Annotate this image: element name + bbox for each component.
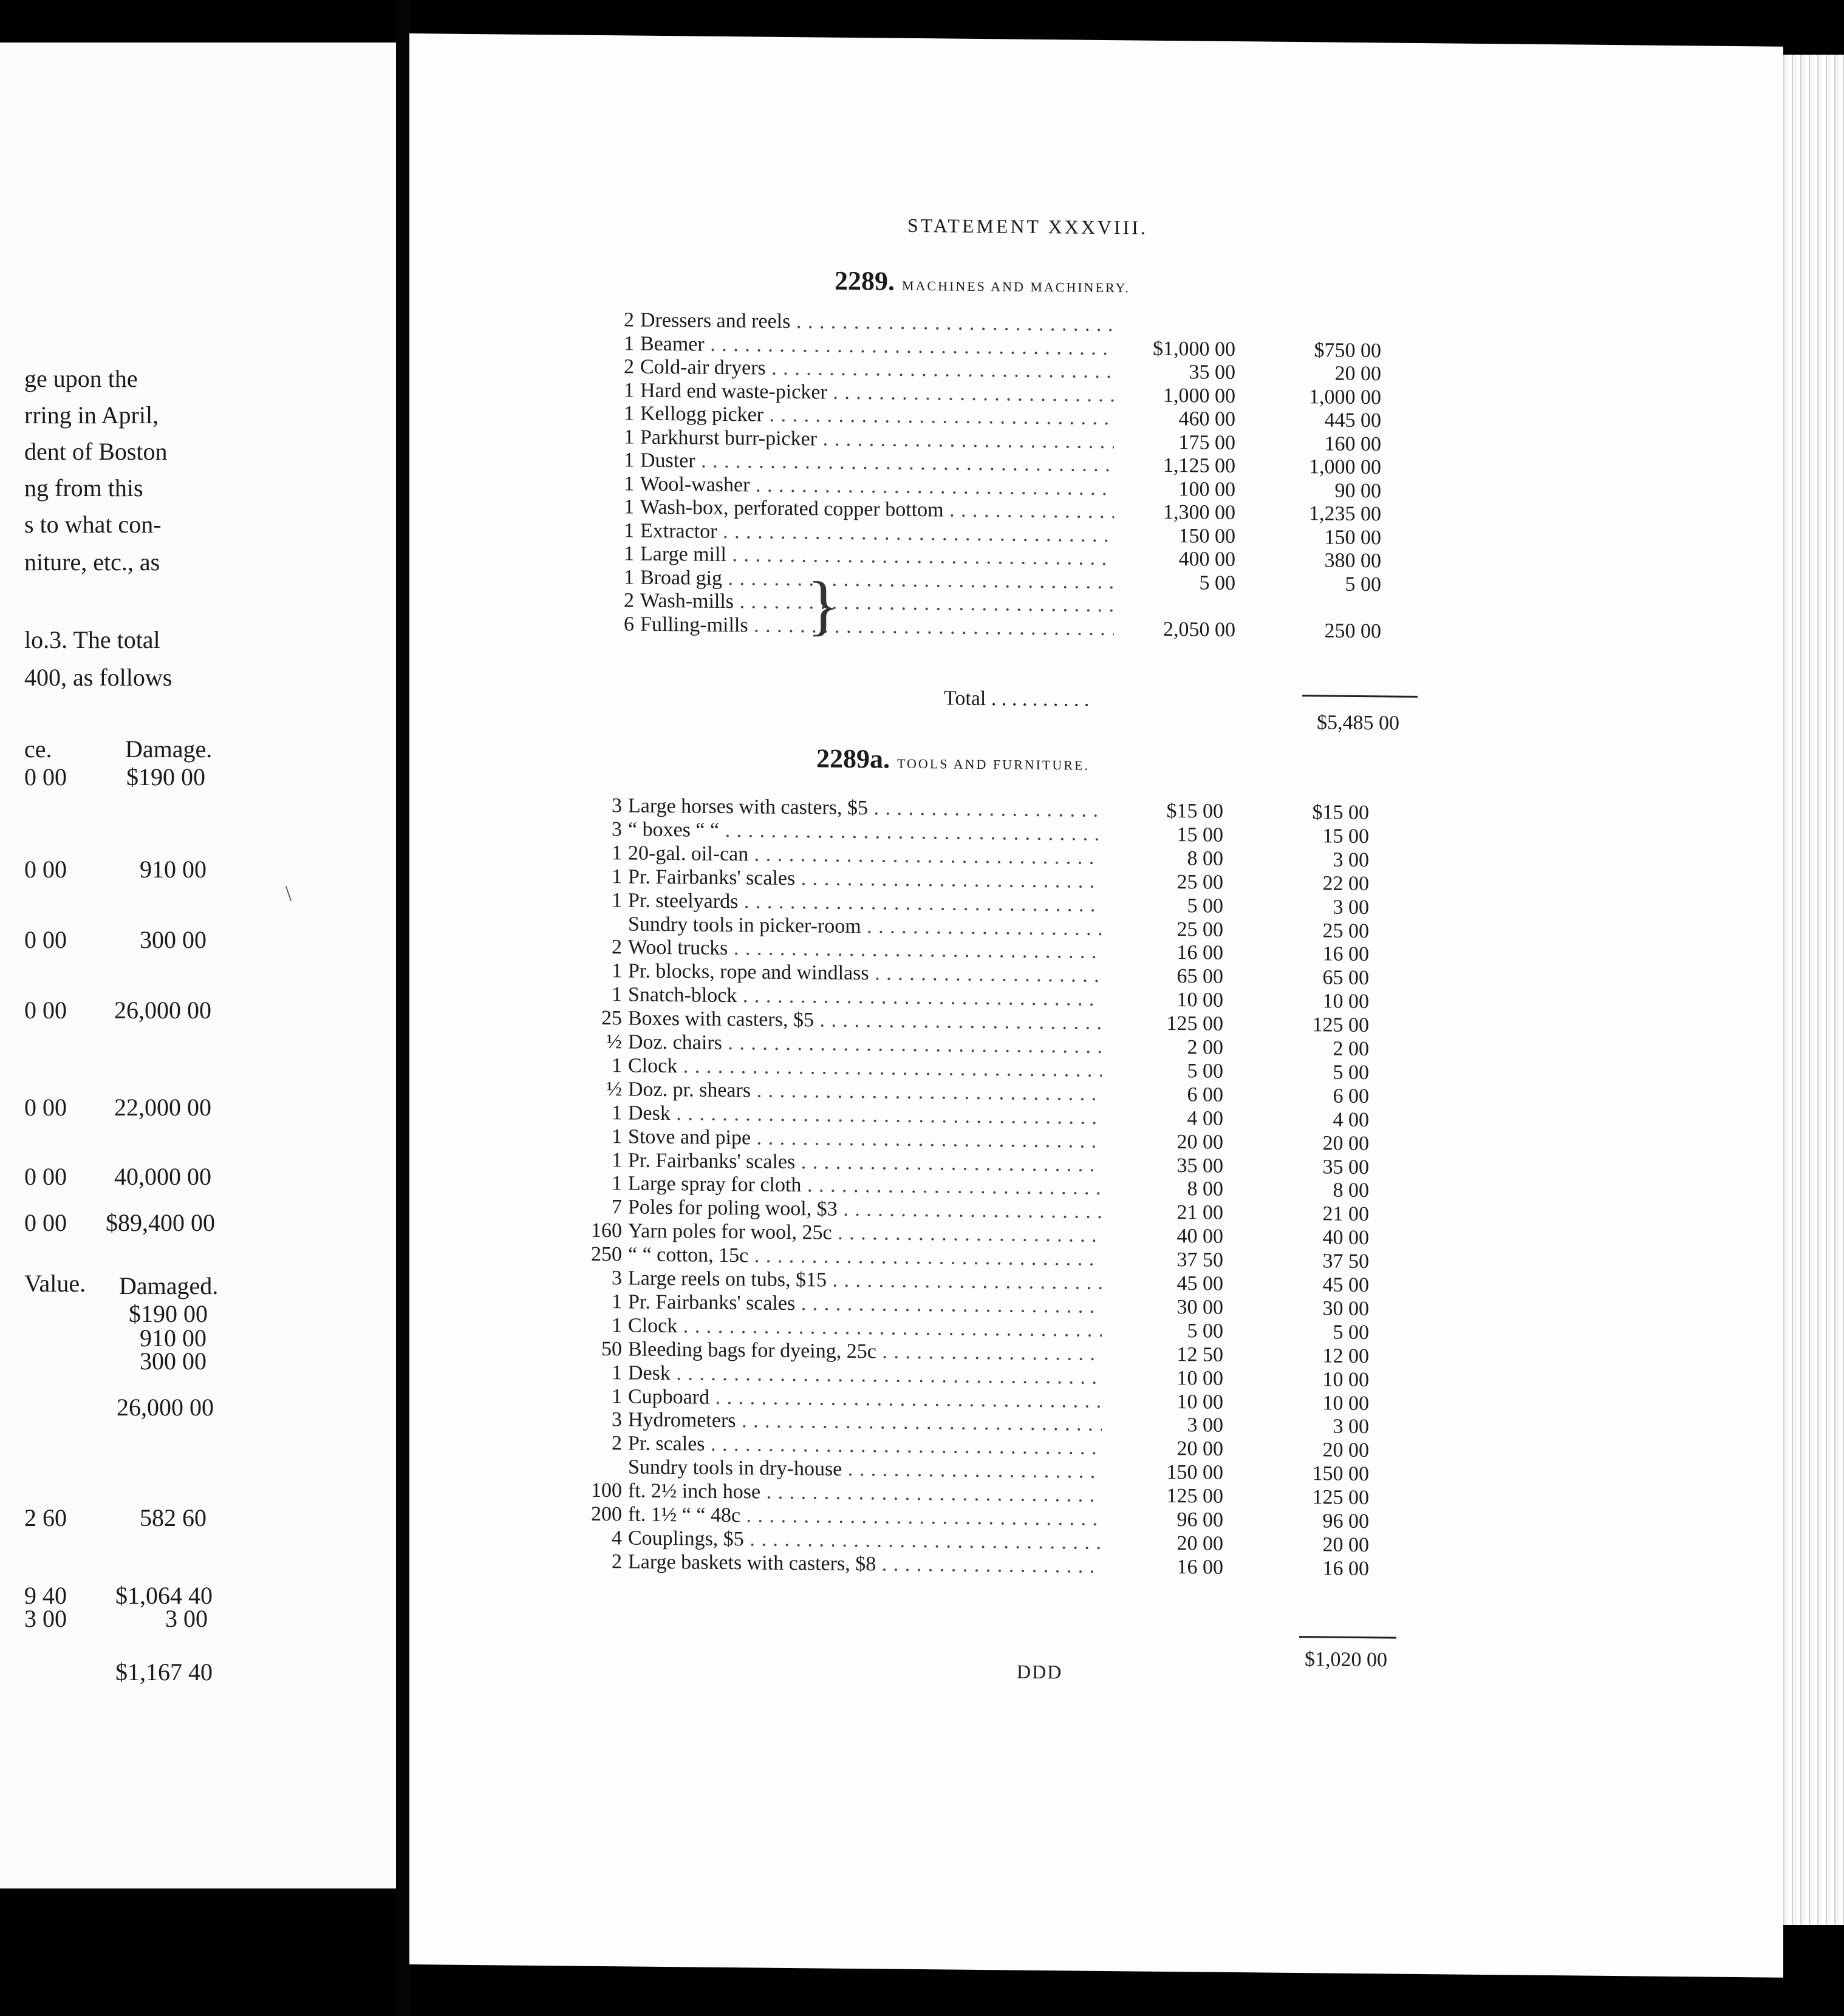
item-description: Boxes with casters, $5 . . . (628, 1007, 1102, 1035)
item-value: 12 50 (1176, 1343, 1223, 1366)
item-quantity: 1 (612, 983, 622, 1006)
total-rule (1302, 695, 1418, 698)
left-page-text: lo.3. The total (24, 626, 160, 653)
left-page-text: 582 60 (140, 1504, 207, 1531)
item-quantity: 1 (612, 1054, 622, 1077)
item-description: Pr. scales . . . (628, 1432, 1102, 1460)
item-quantity: 1 (612, 841, 622, 865)
item-damage: 15 00 (1322, 825, 1369, 848)
item-damage: 30 00 (1322, 1297, 1369, 1321)
section-2289a-title (816, 743, 1090, 776)
left-page-text: 9 40 (24, 1582, 67, 1609)
item-description: Fulling-mills . . . (640, 613, 1114, 640)
section-number: 2289a. (816, 743, 890, 774)
item-quantity: 2 (624, 308, 634, 332)
left-page-text: $89,400 00 (106, 1209, 215, 1236)
item-damage: 21 00 (1322, 1202, 1369, 1226)
left-page-text: 0 00 (24, 763, 67, 791)
item-value: 25 00 (1176, 918, 1223, 941)
item-description: “ “ cotton, 15c . . . (628, 1244, 1102, 1271)
item-quantity: 1 (612, 888, 622, 911)
running-header: STATEMENT XXXVIII. (907, 214, 1148, 239)
item-damage: 3 00 (1333, 1415, 1369, 1439)
item-quantity: 2 (624, 589, 634, 612)
item-value: 6 00 (1187, 1083, 1223, 1106)
item-value: 175 00 (1178, 431, 1235, 454)
item-description: Wash-box, perforated copper bottom . . . (640, 496, 1114, 523)
item-damage: 5 00 (1333, 1061, 1369, 1085)
left-page-text: 3 00 (165, 1605, 208, 1632)
total-rule (1299, 1636, 1396, 1639)
item-description: Large mill . . . (640, 543, 1114, 570)
item-description: Large spray for cloth . . . (628, 1173, 1102, 1200)
item-value: 100 00 (1178, 477, 1235, 501)
item-value: 2,050 00 (1163, 618, 1235, 641)
item-value: $15 00 (1166, 799, 1223, 823)
item-value: 65 00 (1176, 965, 1223, 989)
item-value: 125 00 (1166, 1012, 1223, 1035)
item-damage: 8 00 (1333, 1179, 1369, 1202)
left-page-text: 22,000 00 (114, 1094, 211, 1121)
item-description: Poles for poling wool, $3 . . . (628, 1196, 1102, 1224)
item-damage: 1,000 00 (1309, 385, 1381, 409)
item-quantity: 1 (624, 472, 634, 495)
item-value: 35 00 (1176, 1154, 1223, 1177)
item-damage: 6 00 (1333, 1085, 1369, 1108)
left-page-text: 300 00 (140, 1347, 207, 1375)
item-damage (1278, 315, 1381, 316)
item-quantity: 1 (624, 495, 634, 519)
item-quantity: 1 (612, 865, 622, 888)
item-damage: 20 00 (1322, 1439, 1369, 1462)
item-description: Beamer . . . (640, 332, 1114, 359)
left-page-text: 300 00 (140, 926, 207, 953)
left-page-text: rring in April, (24, 401, 159, 429)
item-quantity: 1 (624, 332, 634, 355)
item-quantity: 1 (624, 402, 634, 425)
item-value: 400 00 (1178, 548, 1235, 571)
item-quantity: 250 (591, 1242, 622, 1266)
item-value: 8 00 (1187, 847, 1223, 870)
item-damage: 150 00 (1324, 525, 1381, 549)
item-damage: 150 00 (1312, 1462, 1369, 1486)
left-page-text: $190 00 (129, 1300, 208, 1327)
item-damage: 96 00 (1322, 1510, 1369, 1533)
item-description: Large baskets with casters, $8 . . . (628, 1550, 1102, 1578)
item-value: 1,000 00 (1163, 384, 1235, 407)
item-description: Wash-mills . . . (640, 590, 1114, 617)
left-page-text: $1,167 40 (115, 1658, 213, 1686)
page-edges (1780, 55, 1844, 1925)
item-damage: 90 00 (1334, 479, 1381, 502)
item-value: 150 00 (1166, 1461, 1223, 1485)
item-value: 4 00 (1187, 1106, 1223, 1130)
stray-mark: \ (285, 881, 292, 905)
item-damage: 35 00 (1322, 1155, 1369, 1179)
item-damage: 45 00 (1322, 1273, 1369, 1297)
section-caption: MACHINES AND MACHINERY. (902, 278, 1131, 296)
section-number: 2289. (835, 265, 895, 296)
item-damage: 2 00 (1333, 1037, 1369, 1061)
left-page-text: Damaged. (119, 1272, 219, 1299)
item-quantity: 1 (612, 1313, 622, 1337)
item-description: Doz. pr. shears . . . (628, 1078, 1102, 1105)
item-value: 125 00 (1166, 1485, 1223, 1508)
item-description: Wool-washer . . . (640, 472, 1114, 500)
item-quantity: 1 (612, 1384, 622, 1408)
item-quantity (567, 912, 622, 913)
left-page-text: 400, as follows (24, 664, 172, 691)
item-quantity: 50 (601, 1337, 622, 1361)
item-description: Pr. blocks, rope and windlass . . . (628, 960, 1102, 987)
item-damage: 380 00 (1324, 549, 1381, 573)
item-damage: 20 00 (1322, 1132, 1369, 1155)
item-damage: 5 00 (1333, 1321, 1369, 1344)
item-value: 10 00 (1176, 1390, 1223, 1414)
left-page-text: ge upon the (24, 365, 138, 392)
item-quantity: 4 (612, 1527, 622, 1550)
item-description: Doz. chairs . . . (628, 1030, 1102, 1058)
item-quantity: 160 (591, 1219, 622, 1242)
facing-page-left (0, 43, 396, 1888)
item-quantity: 3 (612, 1267, 622, 1290)
left-page-text: Value. (24, 1270, 86, 1297)
item-description: Pr. Fairbanks' scales . . . (628, 865, 1102, 893)
item-quantity: 1 (612, 1290, 622, 1313)
item-quantity: 1 (612, 1172, 622, 1195)
item-quantity: 1 (612, 959, 622, 982)
item-description: Extractor . . . (640, 519, 1114, 547)
item-value: 20 00 (1176, 1130, 1223, 1154)
item-quantity: 1 (624, 542, 634, 565)
item-value (1132, 313, 1235, 315)
item-description: ft. 1½ “ “ 48c . . . (628, 1503, 1102, 1530)
item-quantity: 1 (624, 425, 634, 449)
item-description: Cupboard . . . (628, 1385, 1102, 1412)
item-value: 3 00 (1187, 1414, 1223, 1437)
item-damage: 12 00 (1322, 1344, 1369, 1367)
item-quantity: 1 (624, 565, 634, 589)
left-page-text: Damage. (125, 735, 213, 763)
item-value: 40 00 (1176, 1225, 1223, 1248)
left-page-text: 0 00 (24, 1163, 67, 1190)
item-value: 16 00 (1176, 1555, 1223, 1579)
item-quantity: 2 (612, 936, 622, 959)
item-description: Clock . . . (628, 1054, 1102, 1081)
item-description: “ boxes “ “ . . . (628, 818, 1102, 845)
item-description: Couplings, $5 . . . (628, 1527, 1102, 1554)
item-damage: 250 00 (1324, 619, 1381, 642)
left-page-text: 0 00 (24, 926, 67, 953)
item-description: Duster . . . (640, 449, 1114, 477)
item-value: 37 50 (1176, 1248, 1223, 1272)
item-value: 10 00 (1176, 1366, 1223, 1390)
item-description: Wool trucks . . . (628, 936, 1102, 964)
item-value: 5 00 (1187, 894, 1223, 918)
left-page-text: 3 00 (24, 1605, 67, 1632)
item-damage: 37 50 (1322, 1250, 1369, 1273)
item-description: Sundry tools in picker-room . . . (628, 913, 1102, 940)
item-quantity: 2 (624, 355, 634, 378)
item-value: $1,000 00 (1153, 337, 1235, 361)
item-description: Yarn poles for wool, 25c . . . (628, 1220, 1102, 1247)
item-damage: 3 00 (1333, 896, 1369, 919)
item-value: 8 00 (1187, 1177, 1223, 1201)
item-damage: 445 00 (1324, 409, 1381, 432)
item-quantity: 3 (612, 818, 622, 841)
item-damage: 10 00 (1322, 990, 1369, 1013)
item-quantity: 25 (601, 1007, 622, 1030)
item-value: 15 00 (1176, 823, 1223, 846)
item-damage: $750 00 (1314, 338, 1381, 362)
item-description: Parkhurst burr-picker . . . (640, 426, 1114, 453)
printer-signature-mark: DDD (1017, 1660, 1063, 1683)
item-value: 30 00 (1176, 1296, 1223, 1319)
item-description: Pr. Fairbanks' scales . . . (628, 1149, 1102, 1176)
left-page-text: $1,064 40 (115, 1582, 213, 1609)
item-damage: 16 00 (1322, 942, 1369, 966)
item-description: Cold-air dryers . . . (640, 356, 1114, 383)
item-description: Dressers and reels . . . (640, 309, 1114, 336)
item-value: 460 00 (1178, 407, 1235, 431)
item-quantity: ½ (606, 1077, 622, 1101)
left-page-text: 0 00 (24, 856, 67, 883)
item-value: 1,300 00 (1163, 500, 1235, 525)
item-quantity: 100 (591, 1479, 622, 1502)
left-page-text: dent of Boston (24, 438, 168, 465)
item-quantity: 1 (624, 519, 634, 542)
total-label: Total . . . (944, 687, 1089, 711)
item-damage: 40 00 (1322, 1226, 1369, 1250)
item-damage: 10 00 (1322, 1391, 1369, 1415)
left-page-text: 40,000 00 (114, 1163, 211, 1190)
left-page-text: 0 00 (24, 996, 67, 1024)
item-description: Desk . . . (628, 1102, 1102, 1129)
item-quantity: 1 (612, 1361, 622, 1384)
item-description: ft. 2½ inch hose . . . (628, 1480, 1102, 1507)
item-value: 45 00 (1176, 1272, 1223, 1295)
item-damage: 22 00 (1322, 872, 1369, 895)
left-page-text: ce. (24, 735, 52, 763)
item-quantity: 1 (624, 449, 634, 472)
left-page-text: 910 00 (140, 1324, 207, 1352)
item-damage: 5 00 (1345, 573, 1381, 596)
item-description: Hard end waste-picker . . . (640, 379, 1114, 406)
item-value: 35 00 (1189, 361, 1235, 384)
item-description: Large reels on tubs, $15 . . . (628, 1267, 1102, 1294)
left-page-text: 910 00 (140, 856, 207, 883)
item-quantity: 7 (612, 1196, 622, 1219)
item-damage: 20 00 (1322, 1533, 1369, 1557)
item-description: Sundry tools in dry-house . . . (628, 1456, 1102, 1483)
section-caption: TOOLS AND FURNITURE. (897, 755, 1090, 773)
item-quantity: 1 (624, 378, 634, 402)
left-page-text: ng from this (24, 474, 143, 502)
item-quantity: 200 (591, 1502, 622, 1526)
item-description: Bleeding bags for dyeing, 25c . . . (628, 1338, 1102, 1365)
left-page-text: $190 00 (126, 763, 205, 791)
item-damage: 160 00 (1324, 432, 1381, 455)
left-page-text: 26,000 00 (114, 996, 211, 1024)
item-quantity: ½ (606, 1030, 622, 1054)
item-description: Broad gig . . . (640, 566, 1114, 593)
item-damage: 16 00 (1322, 1557, 1369, 1580)
item-value: 5 00 (1187, 1320, 1223, 1343)
item-description: Kellogg picker . . . (640, 403, 1114, 430)
brace-icon: } (807, 568, 839, 642)
item-description: Desk . . . (628, 1361, 1102, 1389)
page-849 (409, 33, 1783, 1978)
item-quantity: 1 (612, 1101, 622, 1125)
item-value: 5 00 (1199, 571, 1235, 594)
item-description: Snatch-block . . . (628, 984, 1102, 1011)
tools-total: $1,020 00 (1305, 1648, 1387, 1672)
left-page-text: 2 60 (24, 1504, 67, 1531)
item-quantity: 1 (612, 1125, 622, 1148)
item-damage: 1,235 00 (1309, 502, 1381, 526)
item-value: 20 00 (1176, 1532, 1223, 1555)
item-value: 96 00 (1176, 1508, 1223, 1531)
item-damage: 1,000 00 (1309, 455, 1381, 479)
item-damage: $15 00 (1312, 801, 1369, 825)
item-description: Large horses with casters, $5 . . . (628, 794, 1102, 822)
item-quantity: 2 (612, 1550, 622, 1573)
left-page-text: 0 00 (24, 1094, 67, 1121)
item-value: 16 00 (1176, 941, 1223, 965)
left-page-text: niture, etc., as (24, 548, 160, 576)
item-damage: 65 00 (1322, 966, 1369, 990)
item-quantity: 3 (612, 794, 622, 817)
section-2289-title (835, 265, 1130, 299)
item-damage: 4 00 (1333, 1108, 1369, 1131)
item-description: Pr. Fairbanks' scales . . . (628, 1290, 1102, 1318)
item-quantity: 2 (612, 1432, 622, 1455)
left-page-text: s to what con- (24, 511, 162, 538)
item-damage: 25 00 (1322, 919, 1369, 942)
item-damage: 125 00 (1312, 1013, 1369, 1037)
item-damage: 10 00 (1322, 1368, 1369, 1391)
item-description: Stove and pipe . . . (628, 1125, 1102, 1153)
item-value: 150 00 (1178, 524, 1235, 548)
left-page-text: 26,000 00 (117, 1394, 214, 1421)
item-quantity: 6 (624, 612, 634, 636)
item-damage: 20 00 (1334, 362, 1381, 386)
item-value: 25 00 (1176, 870, 1223, 894)
item-value: 5 00 (1187, 1060, 1223, 1083)
item-description: Hydrometers . . . (628, 1409, 1102, 1436)
item-value: 21 00 (1176, 1201, 1223, 1225)
item-description: Clock . . . (628, 1314, 1102, 1341)
item-value: 20 00 (1176, 1437, 1223, 1461)
item-quantity: 3 (612, 1408, 622, 1431)
item-value: 2 00 (1187, 1036, 1223, 1059)
machinery-total: $5,485 00 (1317, 711, 1399, 735)
left-page-text: 0 00 (24, 1209, 67, 1236)
item-value: 1,125 00 (1163, 454, 1235, 478)
item-damage: 3 00 (1333, 848, 1369, 871)
item-description: 20-gal. oil-can . . . (628, 842, 1102, 869)
item-quantity: 1 (612, 1148, 622, 1171)
book-gutter (396, 0, 411, 2016)
item-value: 10 00 (1176, 989, 1223, 1012)
item-damage: 125 00 (1312, 1486, 1369, 1510)
item-description: Pr. steelyards . . . (628, 889, 1102, 916)
